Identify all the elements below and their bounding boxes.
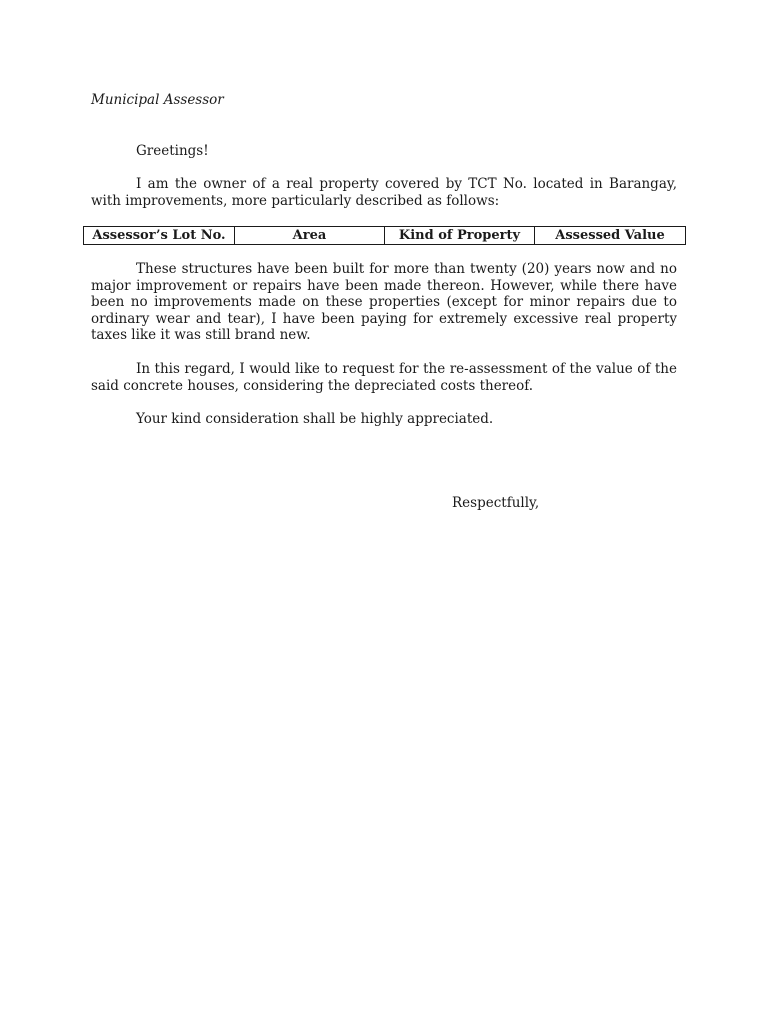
header-kind-of-property: Kind of Property	[385, 227, 535, 245]
property-table-header-row	[84, 227, 686, 245]
header-assessors-lot-no: Assessor’s Lot No.	[84, 227, 235, 245]
greeting-line: Greetings!	[136, 143, 209, 159]
property-table	[83, 226, 686, 245]
intro-paragraph: I am the owner of a real property covered by TCT No. located in Barangay, with improvements, more particularly described as follows:	[91, 176, 677, 209]
consideration-paragraph: Your kind consideration shall be highly appreciated.	[136, 411, 494, 427]
structures-paragraph: These structures have been built for more than twenty (20) years now and no major improvement or repairs have been made thereon. However, while there have been no improvements made on these properties (except for minor repairs due to ordinary wear and tear), I have been paying for extremely excessive real property taxes like it was still brand new.	[91, 261, 677, 344]
header-area: Area	[235, 227, 385, 245]
addressee-line: Municipal Assessor	[91, 92, 224, 108]
header-assessed-value: Assessed Value	[535, 227, 686, 245]
request-paragraph: In this regard, I would like to request for the re-assessment of the value of the said concrete houses, considering the depreciated costs thereof.	[91, 361, 677, 394]
closing-line: Respectfully,	[452, 495, 540, 511]
